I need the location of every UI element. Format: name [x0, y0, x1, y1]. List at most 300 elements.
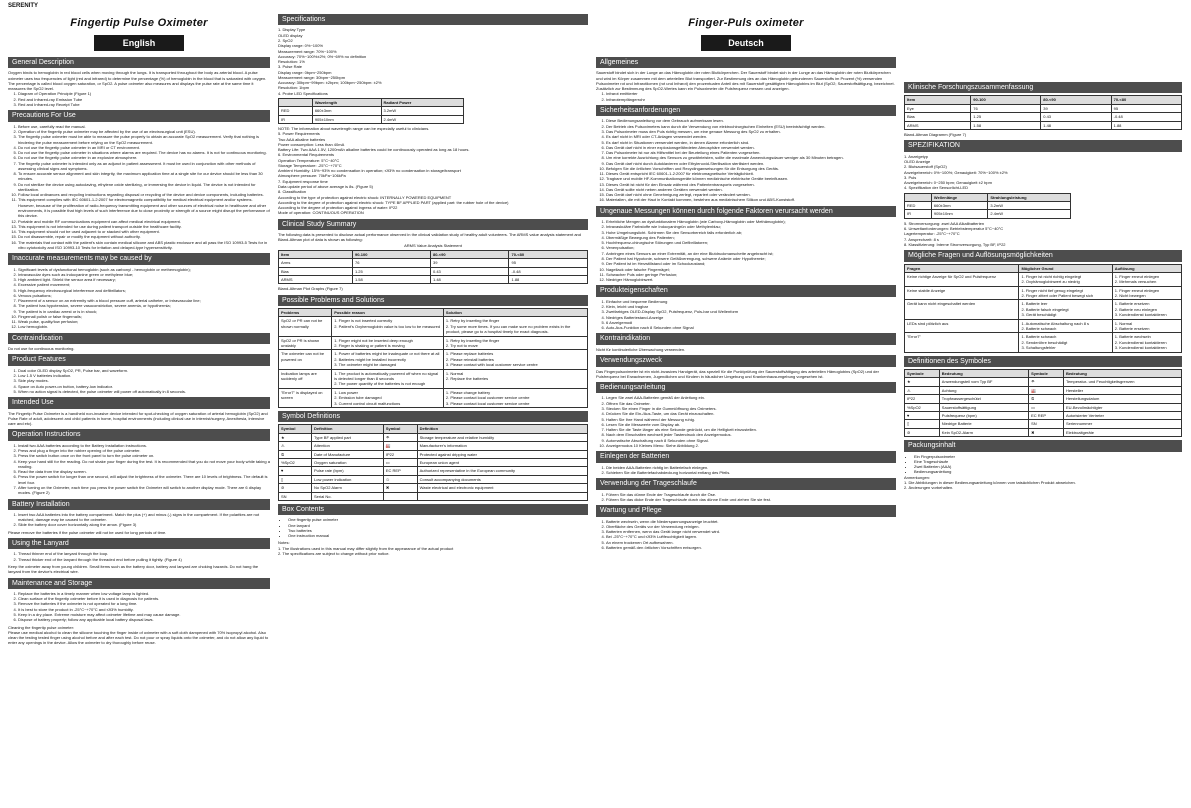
table-cell: Waste electrical and electronic equipment [417, 484, 587, 492]
list-item: 6. Dispose of battery properly; follow any applicable local battery disposal laws. [18, 617, 270, 622]
table-header-row [905, 264, 1182, 272]
table-cell: ARMS [905, 121, 971, 129]
list-item: 10. Nagellack oder falsche Fingernägel; [606, 267, 896, 272]
table-cell: Consult accompanying documents [417, 475, 587, 483]
section-intended: Intended Use [8, 397, 270, 408]
text-line: Resolution: 1% [278, 59, 305, 65]
table-cell: Niedrige Batterie [939, 420, 1028, 428]
table-row [279, 458, 588, 466]
table-cell: 1. Automatische Abschaltung nach 8 s 2. Batterie schwach [1019, 319, 1112, 333]
spec-spo2: 2. SpO2 [278, 37, 293, 43]
table-cell: 1.58 [971, 121, 1041, 129]
text-line: Two AAA alkaline batteries [278, 136, 326, 142]
table-header-cell [279, 98, 313, 106]
table-cell: 1. Normal 2. Replace the batteries [443, 369, 587, 388]
table-row [905, 428, 1182, 436]
list-item: 1. Significant levels of dysfunctional hemoglobin (such as carbonyl - hemoglobin or methemoglobin); [18, 267, 270, 272]
notes-list [278, 546, 588, 557]
table-cell: "Error7" is displayed on screen [279, 388, 332, 407]
list-item: 1. Die beiden AAA-Batterien richtig im Batteriefach einlegen. [606, 465, 896, 470]
table-cell: 1. Finger erneut einlegen 2. Mehrmals versuchen [1112, 272, 1181, 286]
list-item: 5. High-frequency electrosurgical interference and defibrillators; [18, 288, 270, 293]
table-row [279, 492, 588, 500]
de-features-list [596, 299, 896, 331]
table-header-cell: Strahlungsleistung [988, 193, 1070, 201]
list-item: 3. Zweifarbiges OLED-Display SpO2, Pulsfrequenz, Puls-bar und Wellenform [606, 309, 896, 314]
table-row [279, 336, 588, 350]
table-cell: 1.48 [1041, 121, 1111, 129]
table-cell: ⊘ [279, 484, 312, 492]
table-row [905, 411, 1182, 419]
list-item: 14. This equipment should not be used adjacent to or stacked with other equipment. [18, 229, 270, 234]
list-item: 10. Follow local ordinances and recycling instructions regarding disposal or recycling of the device and device components, including batteries. [18, 192, 270, 197]
table-cell: ⏲ [1029, 395, 1064, 403]
list-item: 1. Thread thinner end of the lanyard through the loop. [18, 551, 270, 556]
table-cell: LEDs sind plötzlich aus [905, 319, 1019, 333]
list-item: 2. Intravaskuläre Farbstoffe wie Indocyaningrün oder Methylenblau; [606, 224, 896, 229]
table-row [905, 333, 1182, 352]
spec-display: 1. Display Type [278, 27, 306, 33]
list-item: 3. Side play modes. [18, 378, 270, 383]
list-item: 5. When no action signal is detected, the pulse oximeter will power off automatically in 8 seconds. [18, 389, 270, 394]
list-item: 1. Replace the batteries in a timely manner when low voltage lamp is lighted. [18, 591, 270, 596]
list-item: 4. Excessive patient movement; [18, 282, 270, 287]
bland-caption: Bland-Altman Plot Graphs (Figure 7) [278, 286, 343, 292]
table-cell: ▯ [279, 475, 312, 483]
table-header-cell: Bedeutung [939, 370, 1028, 378]
de-section-maintenance: Wartung und Pflege [596, 505, 896, 516]
table-cell: RED [279, 107, 313, 115]
list-item: 5. Hochfrequenz-chirurgische Störungen und Defibrillatoren; [606, 240, 896, 245]
spec-class: 8. Classification [278, 189, 307, 195]
table-header-row [279, 425, 588, 433]
list-item: • Bedienungsanleitung [914, 469, 1182, 474]
spec-spo2-lines [278, 43, 588, 64]
table-cell: 2.4mW [381, 115, 464, 123]
list-item: 5. Read the data from the display screen. [18, 469, 270, 474]
list-item: 2. Der Betrieb des Pulsoximeters kann durch die Verwendung von elektrochirurgischen Einheiten (ESU) beeinträchtigt werden. [606, 124, 896, 129]
table-row [905, 210, 1071, 218]
symbols-table [278, 424, 588, 501]
table-header-cell: 70-<80 [1111, 96, 1181, 104]
table-cell: ♥ [279, 467, 312, 475]
de-battery-list [596, 465, 896, 476]
table-cell: 1.88 [509, 275, 588, 283]
text-line: Anmerkungen: [904, 474, 931, 480]
text-line: 1. Anzeigetyp [904, 153, 929, 159]
list-item: 15. Das Gerät darf nicht ohne Genehmigung zerlegt, repariert oder verändert werden. [606, 192, 896, 197]
list-item: 2. Low 1.5 V batteries indication. [18, 373, 270, 378]
text-line: Atmosphere pressure: 70kPa~106kPa [278, 173, 346, 179]
de-use-text: Das Fingerpulsoximeter ist ein nicht-invasives Handgerät, das speziell für die Punktprüfung der Sauerstoffsättigung des arteriellen Hämoglobins (SpO2) und der Pulsfrequenz bei Erwachsenen, Jugendlichen und Kindern in häuslicher Umgebung und Krankenhausumgebung vorgesehen ist. [596, 368, 879, 379]
text-line: Anzeigebereich: 0~250 bpm; Genauigkeit ±2 bpm [904, 180, 992, 186]
de-section-package: Packungsinhalt [904, 440, 1182, 451]
list-item: • Zwei Batterien (AAA) [914, 464, 1182, 469]
section-box: Box Contents [278, 504, 588, 515]
list-item: 1. Dual color OLED display SpO2, PR, Pulse bar, and waveform. [18, 368, 270, 373]
lanyard-warning: Keep the oximeter away from young children. Small items such as the battery door, battery and lanyard are choking hazards. Do not hang the lanyard from the device's electrical wire. [8, 563, 259, 575]
table-cell: 1.25 [352, 267, 430, 275]
battery-list [8, 512, 270, 528]
list-item: 6. Venous pulsations; [18, 293, 270, 298]
table-row [279, 369, 588, 388]
list-item: 16. Materialien, die mit der Haut in Kontakt kommen, bestehen aus medizinischem Silikon und ABS-Kunststoff. [606, 197, 896, 202]
text-line: Measurement range: 70%~100% [278, 48, 337, 54]
english-column-2 [278, 0, 588, 556]
table-row [279, 350, 588, 369]
section-operation: Operation Instructions [8, 429, 270, 440]
table-header-cell: Auflösung [1112, 264, 1181, 272]
table-row [279, 433, 588, 441]
list-item: 4. Es darf nicht in MRI oder CT-Anlagen verwendet werden. [606, 134, 896, 139]
table-cell: Date of Manufacture [312, 450, 384, 458]
list-item: 2. Slide the battery door cover horizontally along the arrow. (Figure 3) [18, 522, 270, 527]
table-cell: ✖ [383, 484, 417, 492]
table-cell: 76 [352, 259, 430, 267]
german-column-1 [596, 0, 896, 550]
problems-table [278, 308, 588, 408]
list-item: 2. Oberfläche des Geräts vor der Verwendung reinigen. [606, 524, 896, 529]
list-item: 1. Batterie wechseln, wenn die Niederspannungsanzeige leuchtet. [606, 519, 896, 524]
de-maintenance-list [596, 519, 896, 551]
spec-dim: 7. Equipment response time [278, 178, 328, 184]
table-cell: Hersteller [1063, 386, 1181, 394]
list-item: 4. Space on Auto power-on button, battery-low indicator. [18, 384, 270, 389]
de-section-general: Allgemeines [596, 57, 896, 68]
de-section-symbols: Definitionen des Symboles [904, 356, 1182, 367]
table-cell: 39 [430, 259, 509, 267]
de-section-lanyard: Verwendung der Trageschlaufe [596, 478, 896, 489]
general-text: Oxygen binds to hemoglobin in red blood cells when moving through the lungs. It is transported throughout the body as arterial blood. A pulse oximeter uses two frequencies of light (red and infrared) to determine the percentage (%) of hemoglobin in the blood that is saturated with oxygen. The percentage is called blood oxygen saturation, or SpO2. A pulse oximeter also measures and displays the pulse rate at the same time it measures the SpO2 level. [8, 70, 267, 92]
de-section-inaccurate: Ungenaue Messungen können durch folgende Faktoren verursacht werden [596, 206, 896, 217]
de-bland: Bland-Altman Diagramm (Figure 7) [904, 132, 967, 137]
table-header-cell: 80-<90 [430, 250, 509, 258]
table-cell: 95 [1111, 104, 1181, 112]
table-row [279, 259, 588, 267]
list-item: 4. Niedriges Batteriestand-Anzeige [606, 315, 896, 320]
table-cell: ✖ [1029, 428, 1064, 436]
brand-logo: SERENITY [8, 3, 39, 9]
de-spec-more [904, 221, 1182, 247]
table-cell: -0.48 [509, 267, 588, 275]
table-header-cell: Problems [279, 309, 332, 317]
list-item: 1. Erhebliche Mengen an dysfunktionalem Hämoglobin (wie Carboxy-Hämoglobin oder Methämoglobin); [606, 219, 896, 224]
table-row [279, 442, 588, 450]
table-cell: 1. Finger might not be inserted deep enough 2. Finger is shaking or patient is moving [332, 336, 444, 350]
table-header-cell: 80-<90 [1041, 96, 1111, 104]
list-item: 3. Red and Infrared-ray Receipt Tube [18, 102, 270, 107]
list-item: 5. 6 Anzeigemodi [606, 320, 896, 325]
table-cell: "Error7" [905, 333, 1019, 352]
list-item: 13. This equipment is not intended for use during patient transport outside the healthcare facility. [18, 224, 270, 229]
list-item: 2. Operation of the fingertip pulse oximeter may be affected by the use of an electrosurgical unit (ESU). [18, 129, 270, 134]
list-item: 4. Drücken Sie die Ein-/Aus-Taste, um das Gerät einzuschalten. [606, 411, 896, 416]
table-cell: ♲ [383, 475, 417, 483]
table-cell: Pulsfrequenz (bpm) [939, 411, 1028, 419]
list-item: 6. Do not use the fingertip pulse oximeter in an explosive atmosphere. [18, 155, 270, 160]
list-item: 8. Um eine korrekte Ausrichtung des Sensors zu gewährleisten, sollte die maximale Anwendungsdauer weniger als 30 Minuten betragen. [606, 155, 896, 160]
list-item: 2. Intravascular dyes such as indocyanine green or methylene blue; [18, 272, 270, 277]
text-line: Storage Temperature: -25°C~+70°C [278, 162, 342, 168]
text-line: Power consumption: Less than 40mA [278, 141, 345, 147]
list-item: 3. Remove the batteries if the oximeter is not operated for a long time. [18, 601, 270, 606]
text-line: Accuracy: 70%~100%±2%; 0%~69% no definition [278, 53, 367, 59]
spec-class-lines [278, 195, 588, 216]
table-row [279, 450, 588, 458]
list-item: 14. Das Gerät sollte nicht neben anderen Geräten verwendet werden. [606, 187, 896, 192]
text-line: Data update period of above average is 8s. (Figure 5) [278, 183, 373, 189]
de-section-specs: SPEZIFIKATION [904, 140, 1182, 151]
list-item: 9. Automatische Abschaltung nach 8 Sekunden ohne Signal. [606, 438, 896, 443]
list-item: 1. Before use, carefully read the manual. [18, 124, 270, 129]
table-cell: Bias [279, 267, 353, 275]
spec-display-val: OLED display [278, 32, 303, 38]
list-item: • Ein Fingerpulsoximeter [914, 454, 1182, 459]
list-item: 3. Press the switch button once on the front panel to turn the pulse oximeter on. [18, 453, 270, 458]
table-cell: 2.4mW [988, 210, 1070, 218]
list-item: 1. Diese Bedienungsanleitung vor dem Gebrauch aufmerksam lesen. [606, 118, 896, 123]
table-header-cell [905, 193, 932, 201]
de-section-clinical: Klinische Forschungszusammenfassung [904, 82, 1182, 93]
text-line: Display range: 0%~100% [278, 43, 324, 49]
list-item: 9. Der Patient ist im Herzstillstand oder im Schockzustand; [606, 261, 896, 266]
de-notes-list [904, 475, 1182, 491]
table-row [905, 378, 1182, 386]
text-line: 8. Klassifizierung: Interne Stromversorgung, Typ BF, IP22 [904, 241, 1006, 247]
table-cell: Pulse rate (bpm) [312, 467, 384, 475]
list-item: 8. To ensure accurate sensor alignment and skin integrity, the maximum application time at a single site for our device should be less than 30 minutes. [18, 171, 270, 182]
list-item: 3. Stecken Sie einen Finger in die Gummiöffnung des Oximeters. [606, 406, 896, 411]
table-cell: 1.25 [971, 113, 1041, 121]
table-header-cell: Radiant Power [381, 98, 464, 106]
table-cell: 39 [1041, 104, 1111, 112]
de-spec-lines [904, 154, 1182, 191]
text-line: 2. Blutsauerstoff (SpO2) [904, 164, 947, 170]
text-line: OLED Anzeige [904, 158, 931, 164]
table-cell: ♥ [905, 411, 940, 419]
list-item: 1. Einfache und bequeme Bedienung [606, 299, 896, 304]
table-cell: 76 [971, 104, 1041, 112]
section-symbols: Symbol Definitions [278, 411, 588, 422]
de-contra-text: Nicht für kontinuierliche Überwachung verwenden. [596, 346, 686, 352]
list-item: • One instruction manual [288, 533, 588, 538]
list-item: 15. Do not disassemble, repair or modify the equipment without authority. [18, 234, 270, 239]
list-item: 10. Anzeigemodus 10 Kleines Menu: Siehe Abbildung 2. [606, 443, 896, 448]
text-line: Display range: 0bpm~250bpm [278, 69, 332, 75]
contraindication-text: Do not use for continuous monitoring. [8, 346, 75, 352]
table-header-cell: Wavelength [312, 98, 381, 106]
table-header-row [905, 96, 1182, 104]
section-lanyard: Using the Lanyard [8, 538, 270, 549]
list-item: 2. Öffnen Sie das Oximeter. [606, 401, 896, 406]
table-row [905, 319, 1182, 333]
table-header-cell: 70-<80 [509, 250, 588, 258]
table-header-cell: Fragen [905, 264, 1019, 272]
list-item: 9. Do not sterilize the device using autoclaving, ethylene oxide sterilizing, or immersing the device in liquid. The device is not intended for sterilization. [18, 182, 270, 193]
spec-env-lines [278, 158, 588, 179]
table-cell: 1. Batterie wechseln 2. Kundendienst kontaktieren 3. Kundendienst kontaktieren [1112, 333, 1181, 352]
table-cell: Achtung [939, 386, 1028, 394]
table-cell: SpO2 or PR can not be shown normally [279, 317, 332, 336]
probe-note: NOTE: The information about wavelength range can be especially useful to clinicians. [278, 126, 430, 132]
de-general-list [596, 91, 896, 102]
text-line: According to the degree of protection against electric shock: TYPE BF APPLIED PART (applied part: the rubber hole of the device) [278, 199, 509, 205]
list-item: 3. High ambient light. Shield the sensor area if necessary; [18, 277, 270, 282]
list-item: 12. Low hemoglobin. [18, 324, 270, 329]
table-header-cell: Definition [312, 425, 384, 433]
spec-power: 5. Power Requirements [278, 131, 320, 137]
spec-power-lines [278, 137, 588, 153]
table-cell: Herstellungsdatum [1063, 395, 1181, 403]
list-item: • Eine Trageschlaufe [914, 459, 1182, 464]
battery-note: Please remove the batteries if the pulse oximeter will not be used for long periods of time. [8, 529, 167, 535]
list-item: 5. Es darf nicht in Situationen verwendet werden, in denen Alarme erforderlich sind. [606, 140, 896, 145]
table-header-cell: Symbole [1029, 370, 1064, 378]
table-header-cell: Definition [417, 425, 587, 433]
de-section-contra: Kontraindikation [596, 333, 896, 344]
table-cell: Attention [312, 442, 384, 450]
section-inaccurate: Inaccurate measurements may be caused by [8, 253, 270, 264]
table-cell: Anwendungsteil vom Typ BF [939, 378, 1028, 386]
table-cell: ⊘ [905, 428, 940, 436]
section-specs: Specifications [278, 14, 588, 25]
table-cell: 🏭 [383, 442, 417, 450]
table-header-row [905, 193, 1071, 201]
list-item: 2. Infrarotempfängerrohr [606, 97, 896, 102]
table-cell [417, 492, 587, 500]
table-cell: Indication lamps are suddenly off [279, 369, 332, 388]
intended-text: The Fingertip Pulse Oximeter is a handheld non-invasive device intended for spot-checking of oxygen saturation of arterial hemoglobin (SpO2) and Pulse Rate of adult, adolescent and child patients in home, hospital environments (including clinical use in internist/surgery, Anesthesia, intensive care and etc). [8, 410, 268, 427]
list-item: 10. Fingernail polish or false fingernails; [18, 314, 270, 319]
features-list [8, 368, 270, 394]
table-row [905, 104, 1182, 112]
de-section-problems: Mögliche Fragen und Auflösungsmöglichkeiten [904, 250, 1182, 261]
de-section-operation: Bedienungsanleitung [596, 382, 896, 393]
list-item: 4. Übermäßige Bewegung des Patienten; [606, 235, 896, 240]
de-section-use: Verwendungszweck [596, 355, 896, 366]
table-row [905, 121, 1182, 129]
section-battery: Battery Installation [8, 499, 270, 510]
spec-pr: 3. Pulse Rate [278, 64, 303, 70]
table-cell: Keine stabile Anzeige [905, 286, 1019, 300]
text-line: 4. Spezifikation der Sensorlicht-LED [904, 185, 969, 191]
table-cell: Serial No. [312, 492, 384, 500]
list-item: 1. Führen Sie das dünne Ende der Trageschlaufe durch die Öse. [606, 492, 896, 497]
table-cell: Bias [905, 113, 971, 121]
table-cell: 1. Power of batteries might be inadequate or not there at all 2. Batteries might be installed incorrectly 3. The oximeter might be damaged [332, 350, 444, 369]
table-cell: European union agent [417, 458, 587, 466]
table-row [905, 420, 1182, 428]
table-row [279, 115, 464, 123]
list-item: 2. Schieben Sie die Batteriefachabdeckung horizontal entlang des Pfeils. [606, 470, 896, 475]
table-cell: EC REP [1029, 411, 1064, 419]
table-row [905, 300, 1182, 319]
list-item: • Two batteries [288, 528, 588, 533]
table-header-row [279, 250, 588, 258]
de-section-features: Produkteigenschaften [596, 285, 896, 296]
table-header-cell: Symbol [279, 425, 312, 433]
table-cell: 🏭 [1029, 386, 1064, 394]
de-inaccurate-list [596, 219, 896, 282]
table-cell: RED [905, 201, 932, 209]
table-header-cell: 90-100 [971, 96, 1041, 104]
table-cell: ☂ [383, 433, 417, 441]
table-cell: 1. Normal 2. Batterie ersetzen [1112, 319, 1181, 333]
table-cell: 95 [509, 259, 588, 267]
list-item: • One fingertip pulse oximeter [288, 517, 588, 522]
table-cell: SN [279, 492, 312, 500]
table-cell: 1. Finger nicht tief genug eingelegt 2. Finger zittert oder Patient bewegt sich [1019, 286, 1112, 300]
table-cell: IR [279, 115, 313, 123]
list-item: 2. Red and Infrared-ray Emission Tube [18, 97, 270, 102]
list-item: 1. Insert two AAA batteries into the battery compartment. Match the plus (+) and minus (-) signs in the compartment. If the polarities are not matched, damage may be caused to the oximeter. [18, 512, 270, 523]
list-item: 2. Press and plug a finger into the rubber opening of the pulse oximeter. [18, 448, 270, 453]
table-cell: Eye [905, 104, 971, 112]
table-cell: 1. Finger ist nicht richtig eingelegt 2. Oxyhämoglobinwert zu niedrig [1019, 272, 1112, 286]
table-cell: Storage temperature and relative humidity [417, 433, 587, 441]
list-item: 7. The fingertip pulse oximeter is intended only as an adjunct in patient assessment. It must be used in conjunction with other methods of assessing clinical signs and symptoms. [18, 161, 270, 172]
text-line: 1. The illustrations used in this manual may differ slightly from the appearance of the actual product [278, 545, 454, 551]
list-item: 2. Clean surface of the fingertip oximeter before it is used in diagnosis for patients. [18, 596, 270, 601]
table-cell: ☂ [1029, 378, 1064, 386]
table-header-cell: Wellenlänge [931, 193, 987, 201]
table-row [905, 272, 1182, 286]
table-cell: EC REP [383, 467, 417, 475]
list-item: 5. Halten Sie Ihre Hand während der Messung ruhig. [606, 417, 896, 422]
list-item: 9. Das Gerät darf nicht durch Autoklavieren oder Ethylenoxid-Sterilisation sterilisiert werden. [606, 161, 896, 166]
table-cell [383, 492, 417, 500]
text-line: 2. Änderungen vorbehalten. [904, 485, 954, 491]
clinical-text: The following data is presented to disclose actual performance observed in the clinical validation study of healthy adult volunteers. The ARMS value analysis statement and Bland-Altman plot of data is shown as following: [278, 232, 581, 243]
text-line: Resolution: 1bpm [278, 85, 310, 91]
general-list [8, 91, 270, 107]
table-cell: 1. Batterie schwach 2. Senderöhre beschädigt 3. Schaltungsfehler [1019, 333, 1112, 352]
german-column-2 [904, 0, 1182, 490]
table-header-cell: Item [905, 96, 971, 104]
table-cell: 660±3nm [312, 107, 381, 115]
list-item: 12. Portable and mobile RF communications equipment can affect medical electrical equipment. [18, 219, 270, 224]
table-row [279, 484, 588, 492]
table-cell: Temperatur- und Feuchtigkeitsgrenzen [1063, 378, 1181, 386]
table-cell: Protected against dripping water [417, 450, 587, 458]
german-language-badge: Deutsch [701, 35, 791, 51]
table-cell: ▭ [383, 458, 417, 466]
table-cell: 1. Finger is not inserted correctly 2. Patient's Oxyhemoglobin value is too low to be measured [332, 317, 444, 336]
table-cell: 1. Please change battery 2. Please contact local customer service centre 3. Please contact local customer service centre [443, 388, 587, 407]
table-cell: The oximeter can not be powered on [279, 350, 332, 369]
table-header-cell: Solution [443, 309, 587, 317]
table-cell: EU-Bevollmächtigter [1063, 403, 1181, 411]
table-cell: %SpO2 [905, 403, 940, 411]
table-cell: Seriennummer [1063, 420, 1181, 428]
english-language-badge: English [94, 35, 184, 51]
table-cell: 1. Batterie ersetzen 2. Batterie neu einlegen 3. Kundendienst kontaktieren [1112, 300, 1181, 319]
list-item: 1. Infrarot emittierter [606, 91, 896, 96]
text-line: 7. Ansprechzeit: 8 s [904, 236, 939, 242]
list-item: 12. Tragbare und mobile HF-Kommunikationsgeräte können medizinische elektrische Geräte beeinflussen. [606, 176, 896, 181]
de-lanyard-list [596, 492, 896, 503]
table-cell: %SpO2 [279, 458, 312, 466]
table-row [279, 475, 588, 483]
table-cell: Elektroaltgeräte [1063, 428, 1181, 436]
table-header-cell: Item [279, 250, 353, 258]
list-item: 1. Install two AAA batteries according to the Battery Installation instructions. [18, 443, 270, 448]
table-row [279, 275, 588, 283]
box-list [278, 517, 588, 538]
table-cell: 1.58 [352, 275, 430, 283]
list-item: 7. After turning on the Oximeter, each time you press the power switch the Oximeter will switch to another display mode. There are 6 display modes. (Figure 2) [18, 485, 270, 496]
table-cell: Arms [279, 259, 353, 267]
